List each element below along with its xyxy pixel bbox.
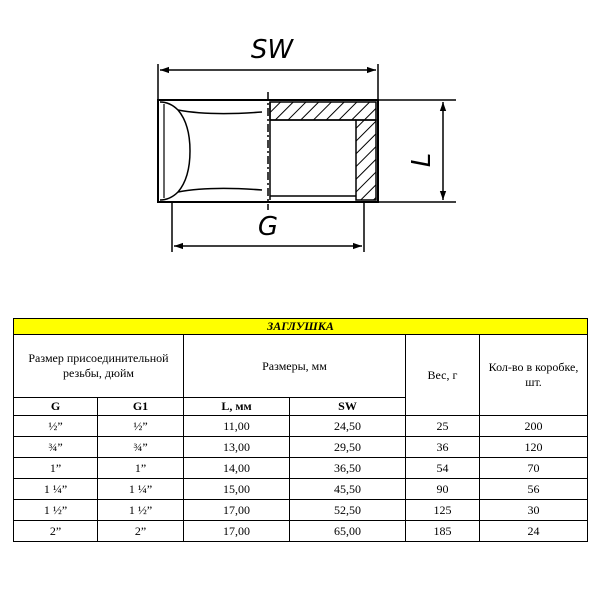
header-g1: G1 — [98, 398, 184, 416]
header-thread-size: Размер присоединительной резьбы, дюйм — [14, 335, 184, 398]
cell-weight: 54 — [406, 458, 480, 479]
table-row — [14, 416, 588, 437]
cell-g: ½” — [14, 416, 98, 437]
cell-sw: 45,50 — [290, 479, 406, 500]
table-title-row — [14, 319, 588, 335]
table-header-row — [14, 335, 588, 398]
header-dimensions: Размеры, мм — [184, 335, 406, 398]
cell-qty: 200 — [480, 416, 588, 437]
cell-qty: 24 — [480, 521, 588, 542]
cell-sw: 24,50 — [290, 416, 406, 437]
l-dimension — [378, 100, 456, 202]
cell-g1: 1” — [98, 458, 184, 479]
sw-label: SW — [250, 35, 294, 65]
cell-g: 1 ½” — [14, 500, 98, 521]
cell-sw: 36,50 — [290, 458, 406, 479]
cell-g1: ¾” — [98, 437, 184, 458]
table-row — [14, 458, 588, 479]
cell-g: 2” — [14, 521, 98, 542]
cell-qty: 30 — [480, 500, 588, 521]
sw-dimension — [158, 35, 378, 100]
cell-qty: 70 — [480, 458, 588, 479]
cell-l: 13,00 — [184, 437, 290, 458]
table-row — [14, 437, 588, 458]
cell-weight: 25 — [406, 416, 480, 437]
cell-qty: 56 — [480, 479, 588, 500]
cell-g: ¾” — [14, 437, 98, 458]
l-label: L — [407, 152, 437, 168]
cell-l: 17,00 — [184, 500, 290, 521]
cell-l: 14,00 — [184, 458, 290, 479]
plug-body — [158, 92, 378, 210]
header-l: L, мм — [184, 398, 290, 416]
cell-g: 1” — [14, 458, 98, 479]
spec-table — [13, 318, 588, 542]
cell-weight: 185 — [406, 521, 480, 542]
cell-g1: ½” — [98, 416, 184, 437]
cell-l: 11,00 — [184, 416, 290, 437]
table-row — [14, 479, 588, 500]
table-title: ЗАГЛУШКА — [14, 319, 588, 335]
cell-weight: 36 — [406, 437, 480, 458]
header-g: G — [14, 398, 98, 416]
cell-l: 17,00 — [184, 521, 290, 542]
table-row — [14, 521, 588, 542]
cell-g: 1 ¼” — [14, 479, 98, 500]
cell-sw: 65,00 — [290, 521, 406, 542]
cell-qty: 120 — [480, 437, 588, 458]
cell-sw: 29,50 — [290, 437, 406, 458]
table-row — [14, 500, 588, 521]
cell-weight: 90 — [406, 479, 480, 500]
cell-g1: 2” — [98, 521, 184, 542]
header-weight: Вес, г — [406, 335, 480, 416]
cell-l: 15,00 — [184, 479, 290, 500]
cell-weight: 125 — [406, 500, 480, 521]
cell-g1: 1 ¼” — [98, 479, 184, 500]
cell-g1: 1 ½” — [98, 500, 184, 521]
g-label: G — [257, 212, 279, 242]
header-sw: SW — [290, 398, 406, 416]
cell-sw: 52,50 — [290, 500, 406, 521]
header-quantity: Кол-во в коробке, шт. — [480, 335, 588, 416]
